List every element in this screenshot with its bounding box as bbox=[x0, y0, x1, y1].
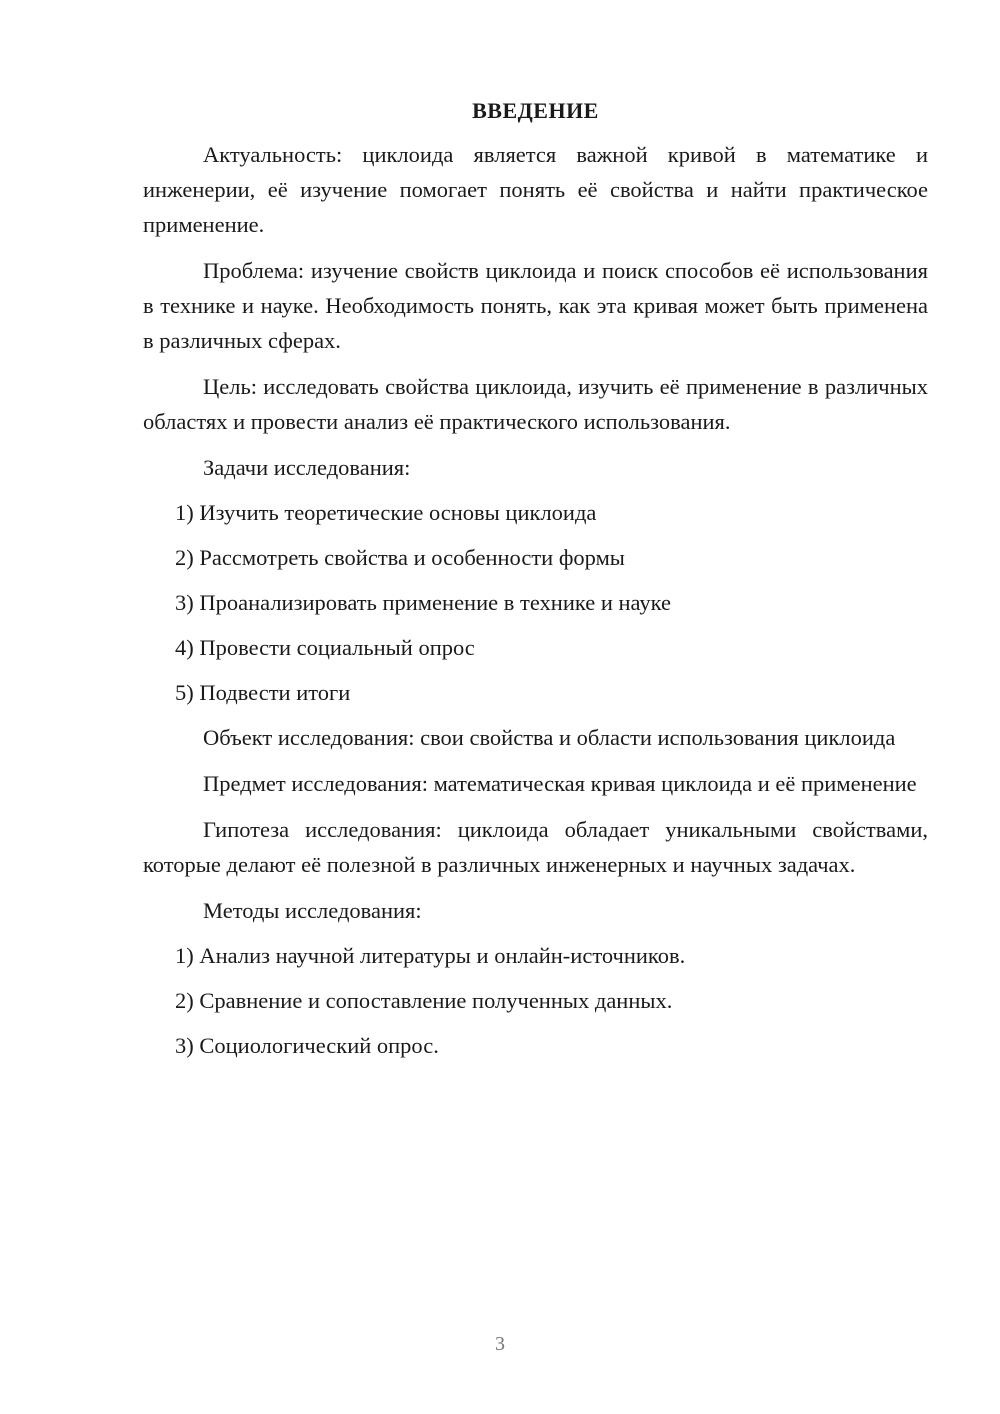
page-number: 3 bbox=[495, 1333, 505, 1355]
hypothesis-paragraph: Гипотеза исследования: циклоида обладает уникальными свойствами, которые делают её полезной в различных инженерных и научных задачах. bbox=[143, 817, 928, 877]
page-content bbox=[143, 96, 928, 1073]
actuality-paragraph: Актуальность: циклоида является важной кривой в математике и инженерии, её изучение помогает понять её свойства и найти практическое применение. bbox=[143, 142, 928, 237]
task-item: 3) Проанализировать применение в технике и науке bbox=[175, 590, 671, 615]
problem-paragraph: Проблема: изучение свойств циклоида и поиск способов её использования в технике и науке. Необходимость понять, как эта кривая может быть применена в различных сферах. bbox=[143, 258, 928, 353]
task-item: 1) Изучить теоретические основы циклоида bbox=[175, 500, 597, 525]
subject-paragraph: Предмет исследования: математическая кривая циклоида и её применение bbox=[203, 771, 917, 796]
tasks-label: Задачи исследования: bbox=[203, 455, 411, 480]
object-paragraph: Объект исследования: свои свойства и области использования циклоида bbox=[203, 725, 896, 750]
method-item: 2) Сравнение и сопоставление полученных данных. bbox=[175, 988, 673, 1013]
goal-paragraph: Цель: исследовать свойства циклоида, изучить её применение в различных областях и провести анализ её практического использования. bbox=[143, 374, 928, 434]
task-item: 5) Подвести итоги bbox=[175, 680, 351, 705]
method-item: 3) Социологический опрос. bbox=[175, 1033, 439, 1058]
tasks-list bbox=[143, 495, 928, 710]
task-item: 4) Провести социальный опрос bbox=[175, 635, 475, 660]
methods-label: Методы исследования: bbox=[203, 898, 422, 923]
methods-list bbox=[143, 938, 928, 1063]
method-item: 1) Анализ научной литературы и онлайн-источников. bbox=[175, 943, 686, 968]
section-title: ВВЕДЕНИЕ bbox=[472, 98, 599, 123]
task-item: 2) Рассмотреть свойства и особенности формы bbox=[175, 545, 625, 570]
